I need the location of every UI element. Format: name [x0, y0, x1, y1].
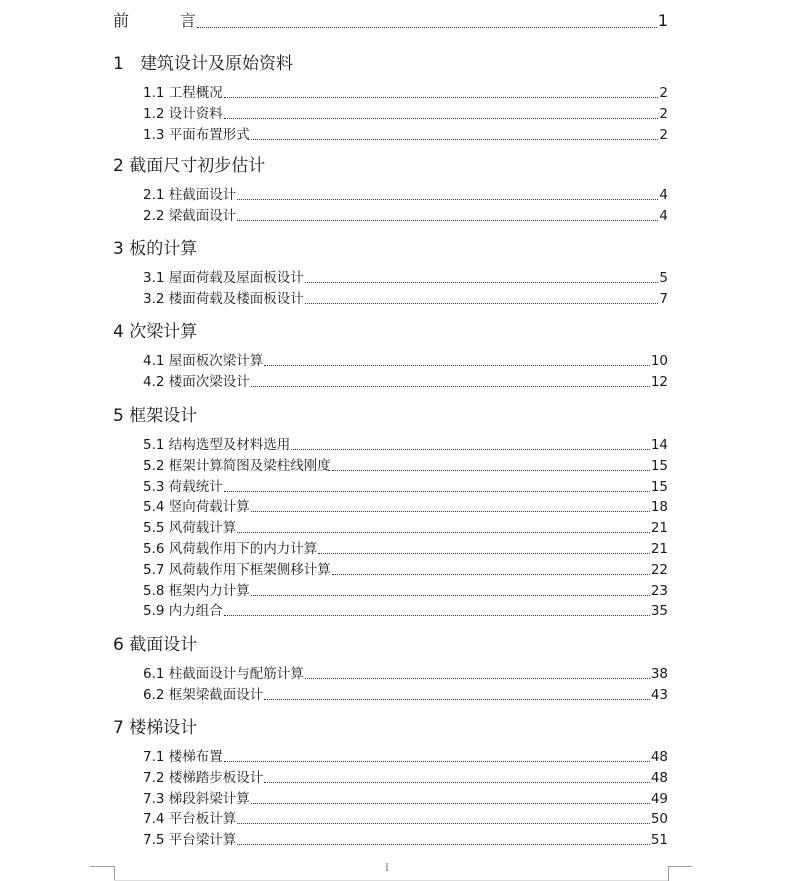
toc-entry-title: 框架梁截面设计 — [168, 687, 264, 703]
toc-page-number: 15 — [650, 479, 668, 495]
toc-entry-title: 设计资料 — [168, 106, 223, 122]
toc-entry-label — [143, 290, 304, 308]
toc-entry-title: 楼面荷载及楼面板设计 — [168, 291, 304, 307]
toc-entry-label — [143, 602, 223, 620]
toc-entry-7-3[interactable] — [143, 790, 668, 808]
toc-entry-4-1[interactable] — [143, 352, 668, 370]
toc-page-number: 22 — [650, 562, 668, 578]
toc-entry-label — [143, 561, 331, 579]
toc-entry-title: 荷载统计 — [168, 479, 223, 495]
dot-leader — [251, 595, 650, 596]
dot-leader — [237, 220, 658, 221]
dot-leader — [305, 303, 659, 304]
dot-leader — [305, 282, 659, 283]
toc-page-number: 1 — [657, 11, 668, 30]
dot-leader — [251, 386, 650, 387]
toc-entry-label — [143, 540, 317, 558]
toc-entry-5-1[interactable] — [143, 436, 668, 454]
corner-mark-left-h — [90, 866, 114, 867]
toc-entry-2-1[interactable] — [143, 186, 668, 204]
toc-entry-label — [143, 269, 304, 287]
toc-page-number: 49 — [650, 791, 668, 807]
toc-entry-number: 1.3 — [143, 127, 165, 143]
toc-entry-title: 柱截面设计与配筋计算 — [168, 666, 304, 682]
toc-page-number: 35 — [650, 603, 668, 619]
dot-leader — [224, 491, 650, 492]
toc-page-number: 23 — [650, 583, 668, 599]
toc-entry-5-3[interactable] — [143, 478, 668, 496]
footer-page-number: I — [385, 863, 389, 874]
dot-leader — [197, 27, 657, 28]
toc-entry-title: 楼梯布置 — [168, 749, 223, 765]
toc-entry-title: 楼梯踏步板设计 — [168, 770, 264, 786]
dot-leader — [264, 782, 650, 783]
toc-entry-label — [143, 457, 331, 475]
toc-entry-5-7[interactable] — [143, 561, 668, 579]
dot-leader — [251, 803, 650, 804]
toc-entry-label — [143, 186, 236, 204]
chapter-heading[interactable]: 3 板的计算 — [113, 239, 198, 259]
toc-entry-title: 框架计算简图及梁柱线刚度 — [168, 458, 331, 474]
toc-page-number: 10 — [650, 353, 668, 369]
toc-preface-line[interactable] — [113, 10, 668, 32]
toc-entry-7-2[interactable] — [143, 769, 668, 787]
toc-page-number: 18 — [650, 499, 668, 515]
toc-entry-label — [143, 748, 223, 766]
toc-page-number: 4 — [659, 208, 668, 224]
chapter-heading[interactable]: 2 截面尺寸初步估计 — [113, 156, 266, 176]
toc-entry-number: 3.2 — [143, 291, 165, 307]
corner-mark-right-v — [668, 866, 669, 881]
dot-leader — [264, 365, 650, 366]
corner-mark-left-v — [114, 866, 115, 881]
toc-entry-6-1[interactable] — [143, 665, 668, 683]
dot-leader — [318, 553, 650, 554]
toc-entry-5-2[interactable] — [143, 457, 668, 475]
dot-leader — [305, 678, 650, 679]
toc-entry-title: 结构选型及材料选用 — [168, 437, 291, 453]
toc-page-number: 21 — [650, 541, 668, 557]
toc-entry-title: 梁截面设计 — [168, 208, 237, 224]
toc-entry-number: 5.5 — [143, 520, 165, 536]
toc-entry-title: 内力组合 — [168, 603, 223, 619]
toc-entry-6-2[interactable] — [143, 686, 668, 704]
toc-page-number: 15 — [650, 458, 668, 474]
toc-entry-4-2[interactable] — [143, 373, 668, 391]
corner-mark-right-h — [668, 866, 692, 867]
toc-page-number: 48 — [650, 749, 668, 765]
toc-entry-title: 屋面板次梁计算 — [168, 353, 264, 369]
chapter-heading[interactable]: 4 次梁计算 — [113, 322, 198, 342]
toc-page-number: 2 — [659, 127, 668, 143]
toc-page-number: 21 — [650, 520, 668, 536]
toc-entry-title: 竖向荷载计算 — [168, 499, 250, 515]
toc-entry-number: 5.2 — [143, 458, 165, 474]
toc-entry-label — [143, 686, 263, 704]
toc-entry-title: 风荷载作用下的内力计算 — [168, 541, 318, 557]
toc-entry-title: 风荷载计算 — [168, 520, 237, 536]
toc-entry-7-4[interactable] — [143, 810, 668, 828]
toc-entry-number: 5.3 — [143, 479, 165, 495]
toc-entry-number: 4.2 — [143, 374, 165, 390]
toc-page-number: 51 — [650, 832, 668, 848]
toc-entry-5-9[interactable] — [143, 602, 668, 620]
toc-entry-number: 5.4 — [143, 499, 165, 515]
toc-entry-7-1[interactable] — [143, 748, 668, 766]
dot-leader — [237, 823, 650, 824]
toc-entry-label — [143, 519, 236, 537]
toc-entry-label — [143, 436, 290, 454]
toc-entry-title: 梯段斜梁计算 — [168, 791, 250, 807]
toc-entry-1-1[interactable] — [143, 84, 668, 102]
preface-label: 前 言 — [113, 11, 196, 30]
toc-page-number: 50 — [650, 811, 668, 827]
dot-leader — [224, 118, 659, 119]
toc-entry-number: 2.2 — [143, 208, 165, 224]
chapter-heading[interactable]: 6 截面设计 — [113, 635, 198, 655]
toc-page-number: 12 — [650, 374, 668, 390]
toc-entry-title: 平台梁计算 — [168, 832, 237, 848]
dot-leader — [251, 511, 650, 512]
toc-entry-3-1[interactable] — [143, 269, 668, 287]
toc-entry-number: 7.2 — [143, 770, 165, 786]
toc-entry-label — [143, 373, 250, 391]
chapter-heading[interactable]: 5 框架设计 — [113, 406, 198, 426]
toc-page-number: 14 — [650, 437, 668, 453]
dot-leader — [224, 97, 659, 98]
toc-entry-title: 屋面荷载及屋面板设计 — [168, 270, 304, 286]
toc-entry-2-2[interactable] — [143, 207, 668, 225]
toc-entry-5-8[interactable] — [143, 582, 668, 600]
toc-entry-title: 框架内力计算 — [168, 583, 250, 599]
toc-entry-number: 5.7 — [143, 562, 165, 578]
toc-entry-5-6[interactable] — [143, 540, 668, 558]
toc-entry-label — [143, 207, 236, 225]
toc-entry-title: 平台板计算 — [168, 811, 237, 827]
toc-entry-1-2[interactable] — [143, 105, 668, 123]
toc-entry-title: 柱截面设计 — [168, 187, 237, 203]
toc-entry-label — [143, 478, 223, 496]
toc-entry-title: 风荷载作用下框架侧移计算 — [168, 562, 331, 578]
chapter-heading[interactable]: 1 建筑设计及原始资料 — [113, 54, 294, 74]
toc-entry-7-5[interactable] — [143, 831, 668, 849]
toc-entry-label — [143, 769, 263, 787]
toc-entry-number: 1.1 — [143, 85, 165, 101]
dot-leader — [224, 615, 650, 616]
toc-entry-number: 6.1 — [143, 666, 165, 682]
toc-entry-label — [143, 790, 250, 808]
toc-entry-number: 6.2 — [143, 687, 165, 703]
toc-entry-1-3[interactable] — [143, 126, 668, 144]
dot-leader — [332, 574, 650, 575]
dot-leader — [237, 199, 658, 200]
toc-entry-title: 楼面次梁设计 — [168, 374, 250, 390]
toc-entry-label — [143, 126, 250, 144]
toc-entry-label — [143, 84, 223, 102]
dot-leader — [291, 449, 650, 450]
toc-entry-number: 5.6 — [143, 541, 165, 557]
toc-entry-label — [143, 831, 236, 849]
toc-entry-number: 2.1 — [143, 187, 165, 203]
toc-entry-label — [143, 810, 236, 828]
toc-page-number: 48 — [650, 770, 668, 786]
toc-entry-number: 7.4 — [143, 811, 165, 827]
toc-entry-title: 工程概况 — [168, 85, 223, 101]
toc-entry-label — [143, 665, 304, 683]
toc-entry-number: 5.8 — [143, 583, 165, 599]
toc-entry-5-5[interactable] — [143, 519, 668, 537]
toc-page-number: 38 — [650, 666, 668, 682]
toc-page-number: 7 — [659, 291, 668, 307]
toc-entry-number: 3.1 — [143, 270, 165, 286]
toc-entry-title: 平面布置形式 — [168, 127, 250, 143]
toc-page-number: 5 — [659, 270, 668, 286]
toc-page-number: 2 — [659, 85, 668, 101]
chapter-heading[interactable]: 7 楼梯设计 — [113, 718, 198, 738]
toc-entry-3-2[interactable] — [143, 290, 668, 308]
toc-page-number: 43 — [650, 687, 668, 703]
dot-leader — [237, 844, 650, 845]
toc-entry-number: 7.1 — [143, 749, 165, 765]
dot-leader — [224, 761, 650, 762]
toc-entry-number: 4.1 — [143, 353, 165, 369]
dot-leader — [237, 532, 650, 533]
dot-leader — [264, 699, 650, 700]
toc-entry-label — [143, 105, 223, 123]
toc-entry-number: 5.1 — [143, 437, 165, 453]
toc-entry-number: 5.9 — [143, 603, 165, 619]
toc-entry-number: 7.3 — [143, 791, 165, 807]
toc-entry-number: 7.5 — [143, 832, 165, 848]
toc-entry-label — [143, 582, 250, 600]
dot-leader — [251, 139, 659, 140]
toc-page-number: 4 — [659, 187, 668, 203]
toc-entry-label — [143, 352, 263, 370]
toc-page-number: 2 — [659, 106, 668, 122]
toc-entry-label — [143, 498, 250, 516]
dot-leader — [332, 470, 650, 471]
toc-entry-number: 1.2 — [143, 106, 165, 122]
toc-entry-5-4[interactable] — [143, 498, 668, 516]
